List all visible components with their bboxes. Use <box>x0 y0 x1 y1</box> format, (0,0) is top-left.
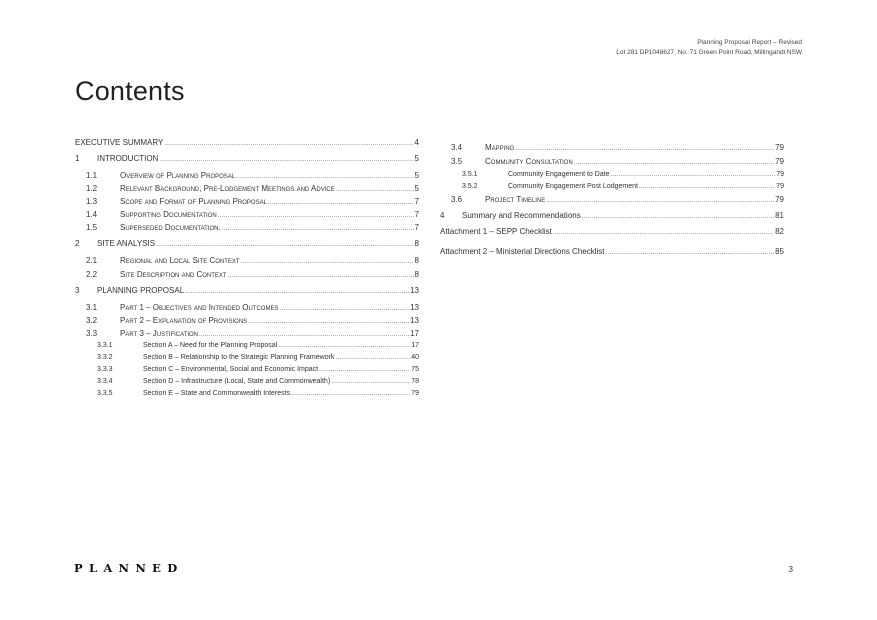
toc-entry-number: 3.3 <box>86 329 98 338</box>
toc-entry-number: 2.1 <box>86 256 98 265</box>
toc-entry-3-5-2[interactable] <box>440 183 784 190</box>
toc-leader <box>331 379 410 385</box>
toc-left-column <box>75 138 419 397</box>
toc-entry-number: 3.5 <box>451 157 463 166</box>
toc-leader <box>546 198 774 204</box>
toc-entry-text: Community Engagement to Date <box>508 171 610 178</box>
toc-leader <box>319 367 410 373</box>
toc-entry-number: 3.5.2 <box>462 183 478 190</box>
toc-entry-3-3-5[interactable] <box>75 390 419 397</box>
toc-entry-3-3[interactable] <box>75 329 419 338</box>
toc-leader <box>611 172 776 178</box>
page-number: 3 <box>788 565 793 574</box>
toc-entry-attachment-1[interactable] <box>440 227 784 236</box>
toc-leader <box>228 273 414 279</box>
toc-entry-text: Project Timeline <box>485 195 546 204</box>
header-report-title: Planning Proposal Report – Revised <box>697 39 802 46</box>
toc-entry-executive-summary[interactable] <box>75 138 419 147</box>
planned-logo: PLANNED <box>74 561 184 575</box>
toc-entry-page: 79 <box>775 157 784 166</box>
toc-entry-number: 3.3.4 <box>97 378 113 385</box>
toc-leader <box>582 214 774 220</box>
toc-entry-number: 1.3 <box>86 197 98 206</box>
toc-entry-page: 8 <box>414 256 419 265</box>
toc-entry-page: 40 <box>411 354 419 361</box>
toc-entry-planning-proposal[interactable] <box>75 286 419 295</box>
toc-leader <box>236 174 413 180</box>
toc-entry-number: 3.4 <box>451 143 463 152</box>
toc-leader <box>515 146 774 152</box>
toc-entry-3-5-1[interactable] <box>440 171 784 178</box>
toc-leader <box>268 200 414 206</box>
toc-entry-text: Site Description and Context <box>120 270 227 279</box>
toc-entry-number: 4 <box>440 211 445 220</box>
toc-entry-text: Superseded Documentation. <box>120 223 221 232</box>
toc-entry-text: Attachment 2 – Ministerial Directions Checklist <box>440 247 605 256</box>
toc-entry-number: 3.3.5 <box>97 390 113 397</box>
toc-entry-page: 79 <box>411 390 419 397</box>
toc-entry-page: 13 <box>410 316 419 325</box>
toc-entry-page: 79 <box>776 183 784 190</box>
toc-entry-text: Mapping <box>485 143 515 152</box>
toc-entry-introduction[interactable] <box>75 154 419 163</box>
toc-entry-number: 1.5 <box>86 223 98 232</box>
toc-entry-number: 3.5.1 <box>462 171 478 178</box>
toc-leader <box>606 250 775 256</box>
toc-entry-number: 1 <box>75 154 80 163</box>
toc-entry-number: 2.2 <box>86 270 98 279</box>
toc-entry-2-1[interactable] <box>75 256 419 265</box>
toc-entry-3-6[interactable] <box>440 195 784 204</box>
toc-entry-text: SITE ANALYSIS <box>97 239 156 248</box>
toc-entry-text: Relevant Background, Pre-Lodgement Meetings and Advice <box>120 184 335 193</box>
toc-entry-text: INTRODUCTION <box>97 154 159 163</box>
toc-leader <box>156 242 413 248</box>
toc-entry-text: EXECUTIVE SUMMARY <box>75 138 164 147</box>
toc-entry-text: Regional and Local Site Context <box>120 256 240 265</box>
toc-leader <box>278 343 410 349</box>
toc-entry-text: Overview of Planning Proposal <box>120 171 236 180</box>
toc-entry-text: Community Engagement Post Lodgement <box>508 183 638 190</box>
toc-leader <box>164 141 413 147</box>
toc-entry-page: 7 <box>414 210 419 219</box>
toc-entry-1-2[interactable] <box>75 184 419 193</box>
toc-entry-text: Part 3 – Justification <box>120 329 199 338</box>
page-title: Contents <box>75 76 185 106</box>
toc-entry-site-analysis[interactable] <box>75 239 419 248</box>
toc-leader <box>639 184 775 190</box>
toc-entry-page: 79 <box>775 143 784 152</box>
toc-entry-text: Section B – Relationship to the Strategic Planning Framework <box>143 354 335 361</box>
toc-leader <box>279 306 409 312</box>
toc-entry-page: 7 <box>414 197 419 206</box>
toc-leader <box>335 355 410 361</box>
toc-entry-page: 81 <box>775 211 784 220</box>
toc-entry-text: Section C – Environmental, Social and Economic Impact <box>143 366 319 373</box>
toc-entry-page: 79 <box>776 171 784 178</box>
toc-entry-page: 85 <box>775 247 784 256</box>
toc-entry-1-1[interactable] <box>75 171 419 180</box>
toc-entry-number: 1.1 <box>86 171 98 180</box>
toc-entry-text: Section E – State and Commonwealth Interests <box>143 390 291 397</box>
toc-entry-summary-recommendations[interactable] <box>440 211 784 220</box>
toc-entry-text: Section D – Infrastructure (Local, State and Commonwealth) <box>143 378 331 385</box>
toc-entry-page: 5 <box>414 154 419 163</box>
toc-entry-page: 17 <box>410 329 419 338</box>
toc-entry-text: Summary and Recommendations <box>462 211 581 220</box>
toc-entry-text: Section A – Need for the Planning Proposal <box>143 342 278 349</box>
toc-entry-number: 1.2 <box>86 184 98 193</box>
toc-entry-page: 5 <box>414 184 419 193</box>
toc-entry-page: 8 <box>414 270 419 279</box>
toc-entry-1-4[interactable] <box>75 210 419 219</box>
toc-entry-page: 17 <box>411 342 419 349</box>
toc-leader <box>185 289 409 295</box>
toc-entry-text: Scope and Format of Planning Proposal <box>120 197 267 206</box>
toc-entry-page: 4 <box>414 138 419 147</box>
toc-entry-page: 7 <box>414 223 419 232</box>
toc-entry-page: 78 <box>411 378 419 385</box>
toc-entry-text: Supporting Documentation <box>120 210 217 219</box>
toc-entry-text: Part 1 – Objectives and Intended Outcomes <box>120 303 279 312</box>
toc-entry-text: Part 2 – Explanation of Provisions <box>120 316 248 325</box>
toc-leader <box>199 332 409 338</box>
toc-entry-page: 75 <box>411 366 419 373</box>
toc-entry-number: 3.3.3 <box>97 366 113 373</box>
toc-entry-number: 3.3.2 <box>97 354 113 361</box>
toc-entry-text: Attachment 1 – SEPP Checklist <box>440 227 552 236</box>
toc-leader <box>222 226 414 232</box>
toc-entry-page: 8 <box>414 239 419 248</box>
toc-entry-page: 82 <box>775 227 784 236</box>
toc-entry-number: 2 <box>75 239 80 248</box>
toc-entry-3-4[interactable] <box>440 143 784 152</box>
toc-entry-number: 3 <box>75 286 80 295</box>
toc-leader <box>159 157 413 163</box>
toc-entry-3-3-2[interactable] <box>75 354 419 361</box>
toc-leader <box>574 160 774 166</box>
toc-entry-page: 13 <box>410 303 419 312</box>
toc-entry-3-1[interactable] <box>75 303 419 312</box>
toc-leader <box>241 259 414 265</box>
toc-entry-3-3-1[interactable] <box>75 342 419 349</box>
toc-entry-3-5[interactable] <box>440 157 784 166</box>
toc-entry-text: Community Consultation <box>485 157 573 166</box>
toc-leader <box>248 319 409 325</box>
toc-entry-number: 3.2 <box>86 316 98 325</box>
toc-entry-number: 3.1 <box>86 303 98 312</box>
toc-entry-page: 13 <box>410 286 419 295</box>
page-header <box>616 38 802 58</box>
toc-entry-2-2[interactable] <box>75 270 419 279</box>
toc-entry-3-3-3[interactable] <box>75 366 419 373</box>
toc-leader <box>218 213 414 219</box>
toc-entry-attachment-2[interactable] <box>440 247 784 256</box>
toc-entry-3-2[interactable] <box>75 316 419 325</box>
toc-entry-3-3-4[interactable] <box>75 378 419 385</box>
toc-entry-number: 3.6 <box>451 195 463 204</box>
toc-entry-page: 5 <box>414 171 419 180</box>
toc-leader <box>553 230 774 236</box>
toc-entry-text: PLANNING PROPOSAL <box>97 286 185 295</box>
toc-entry-1-3[interactable] <box>75 197 419 206</box>
toc-leader <box>291 391 410 397</box>
toc-entry-page: 79 <box>775 195 784 204</box>
toc-leader <box>336 187 414 193</box>
toc-entry-1-5[interactable] <box>75 223 419 232</box>
toc-right-column <box>440 143 784 256</box>
header-site-address: Lot 281 DP1048627, No. 71 Green Point Road, Millingandi NSW <box>616 49 802 56</box>
toc-entry-number: 1.4 <box>86 210 98 219</box>
toc-entry-number: 3.3.1 <box>97 342 113 349</box>
